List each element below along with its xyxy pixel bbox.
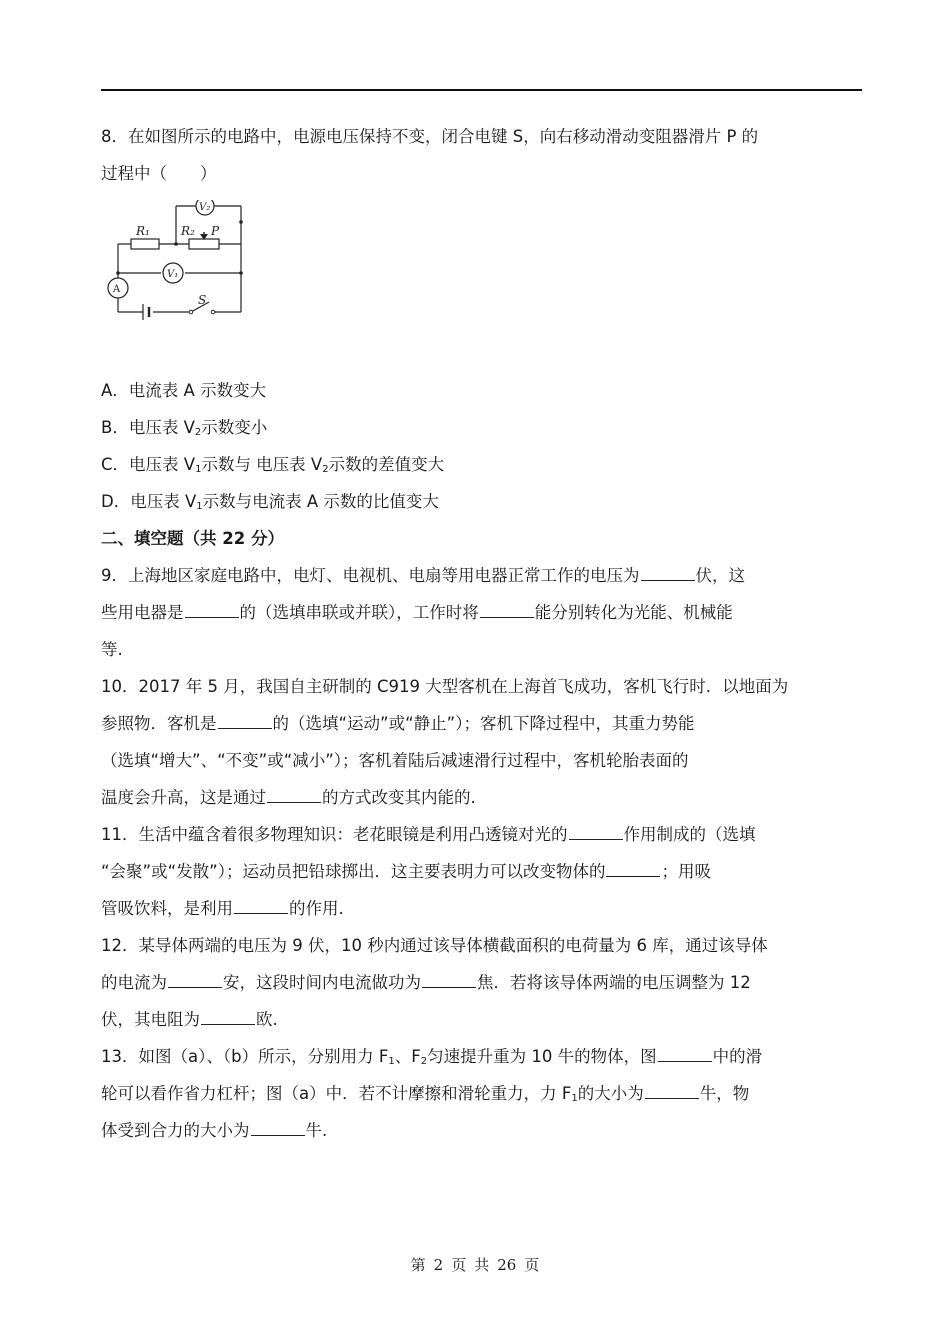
q13-line3: 体受到合力的大小为 牛. <box>101 1112 862 1149</box>
answer-blank[interactable] <box>480 595 534 618</box>
q10-line1: 10．2017 年 5 月，我国自主研制的 C919 大型客机在上海首飞成功，客机飞行时．以地面为 <box>101 677 789 696</box>
label-r2: R₂ <box>181 224 195 238</box>
page-number: 2 <box>433 1256 444 1274</box>
answer-blank[interactable] <box>645 1076 699 1099</box>
circuit-figure <box>101 192 862 372</box>
q8-line1: 8．在如图所示的电路中，电源电压保持不变，闭合电键 S，向右移动滑动变阻器滑片 P 的 <box>101 127 759 146</box>
q8-line2: 过程中（ ） <box>101 164 217 183</box>
answer-blank[interactable] <box>658 1039 712 1062</box>
q8-option-a: A．电流表 A 示数变大 <box>101 381 267 400</box>
answer-blank[interactable] <box>185 595 239 618</box>
q9-line2: 些用电器是 的（选填串联或并联），工作时将 能分别转化为光能、机械能 <box>101 594 862 631</box>
answer-blank[interactable] <box>641 558 695 581</box>
answer-blank[interactable] <box>201 1002 255 1025</box>
circuit-diagram <box>101 200 251 330</box>
q12-line1: 12．某导体两端的电压为 9 伏，10 秒内通过该导体横截面积的电荷量为 6 库，通过该导体 <box>101 936 768 955</box>
q10-line2: 参照物．客机是 的（选填“运动”或“静止”）；客机下降过程中，其重力势能 <box>101 705 862 742</box>
answer-blank[interactable] <box>267 780 321 803</box>
answer-blank[interactable] <box>218 706 272 729</box>
label-p: P <box>211 224 220 238</box>
answer-blank[interactable] <box>234 891 288 914</box>
answer-blank[interactable] <box>168 965 222 988</box>
q9-line1: 9．上海地区家庭电路中，电灯、电视机、电扇等用电器正常工作的电压为 伏，这 <box>101 557 862 594</box>
answer-blank[interactable] <box>251 1113 305 1136</box>
answer-blank[interactable] <box>569 817 623 840</box>
q8-option-d: D．电压表 $V_1$示数与电流表 A 示数的比值变大 <box>101 492 439 512</box>
q13-line2: 轮可以看作省力杠杆；图（a）中．若不计摩擦和滑轮重力，力 $F_1$的大小为 牛，物 <box>101 1075 862 1112</box>
page-content <box>101 118 862 1149</box>
resistor-r2 <box>189 239 219 249</box>
label-v2: V₂ <box>199 202 211 213</box>
q8-option-c: C．电压表 $V_1$示数与 电压表 $V_2$示数的差值变大 <box>101 455 445 475</box>
q13-line1: 13．如图（a）、（b）所示，分别用力 $F_1$、$F_2$匀速提升重为 10 牛的物体，图 中的滑 <box>101 1038 862 1075</box>
q9-line3: 等. <box>101 640 123 659</box>
answer-blank[interactable] <box>606 854 660 877</box>
label-s: S <box>198 293 207 307</box>
q11-line1: 11．生活中蕴含着很多物理知识：老花眼镜是利用凸透镜对光的 作用制成的（选填 <box>101 816 862 853</box>
answer-blank[interactable] <box>422 965 476 988</box>
q10-line3: （选填“增大”、“不变”或“减小”）；客机着陆后减速滑行过程中，客机轮胎表面的 <box>101 751 689 770</box>
page-footer: 第 2 页 共 26 页 <box>410 1256 540 1274</box>
q12-line3: 伏，其电阻为 欧. <box>101 1001 862 1038</box>
q8-option-b: B．电压表 $V_2$示数变小 <box>101 418 268 438</box>
q11-line3: 管吸饮料，是利用 的作用. <box>101 890 862 927</box>
page-total: 26 <box>497 1256 517 1274</box>
label-r1: R₁ <box>136 224 150 238</box>
q11-line2: “会聚”或“发散”）；运动员把铅球掷出．这主要表明力可以改变物体的 ；用吸 <box>101 853 862 890</box>
label-a: A <box>113 284 121 295</box>
label-v1: V₁ <box>167 269 179 280</box>
resistor-r1 <box>131 239 159 249</box>
section-title: 二、填空题（共 22 分） <box>101 529 284 548</box>
q10-line4: 温度会升高，这是通过 的方式改变其内能的. <box>101 779 862 816</box>
q12-line2: 的电流为 安，这段时间内电流做功为 焦．若将该导体两端的电压调整为 12 <box>101 964 862 1001</box>
header-rule <box>101 89 862 91</box>
